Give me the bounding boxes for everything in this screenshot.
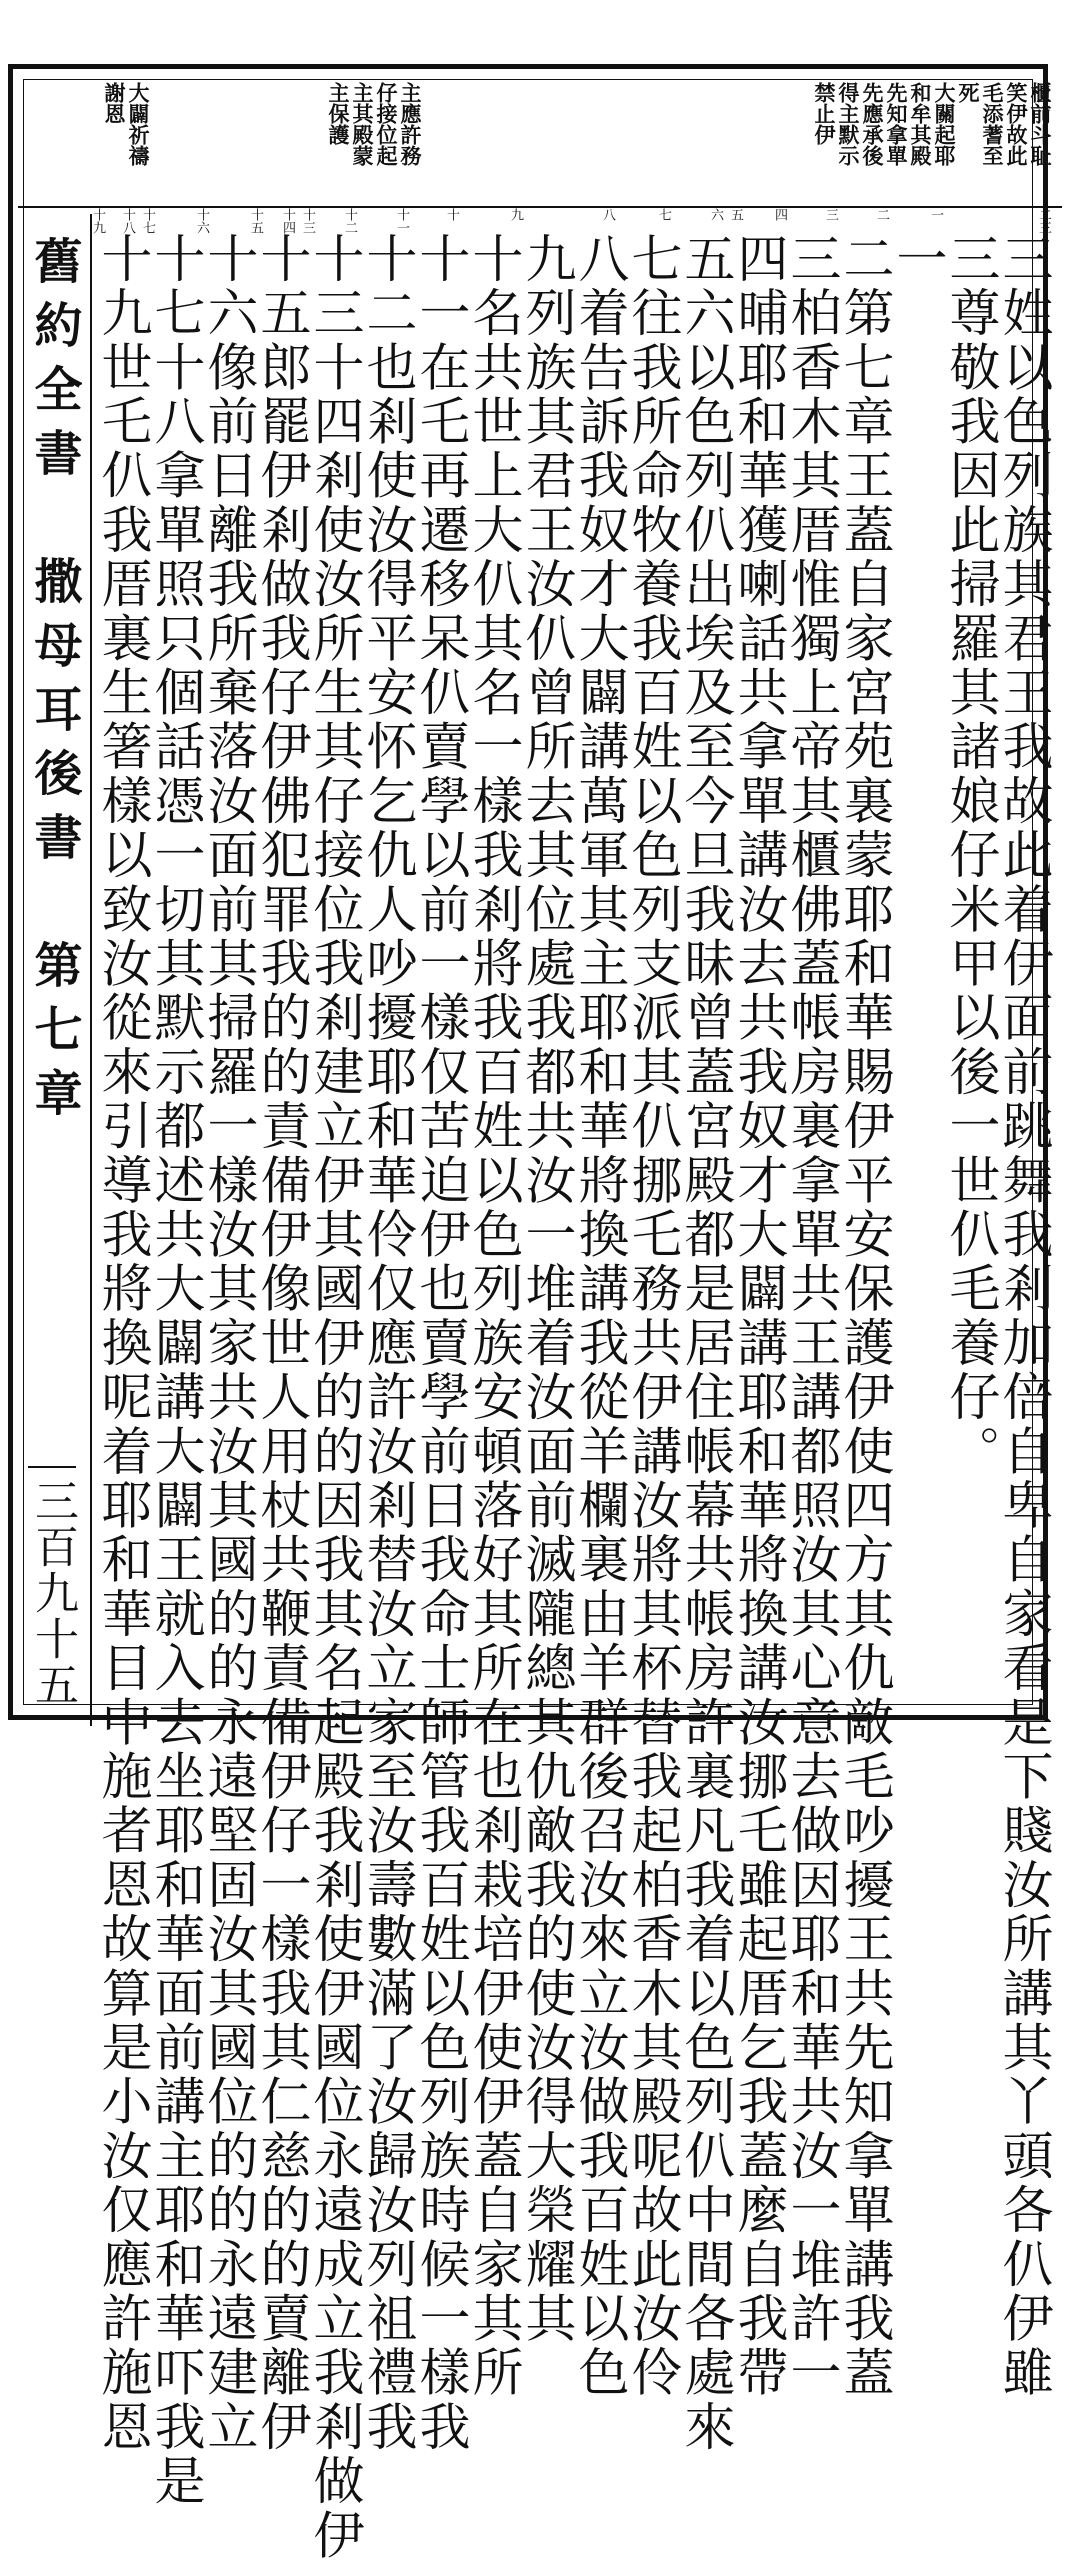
verse-number: 三 bbox=[823, 208, 838, 221]
header-note: 主保護 bbox=[326, 82, 351, 145]
text-column: 十二也剎使汝得平安怀乞仇人吵擾耶和華伶仅應許汝剎替汝立家至汝壽數滿了汝歸汝列祖禮我 bbox=[357, 232, 416, 2455]
header-note: 謝恩 bbox=[102, 82, 127, 124]
header-note: 禁止伊 bbox=[812, 82, 837, 145]
header-note: 大關起耶 bbox=[932, 82, 957, 166]
text-column: 十五郎罷伊剎做我仔伊佛犯罪我的的責備伊像世人用杖共鞭責備伊仔一樣我其仁慈的的賣離伊 bbox=[251, 232, 310, 2455]
book-title-line bbox=[28, 236, 80, 1132]
text-column: 十三十四剎使汝所生其仔接位我剎建立伊其國伊的的因我其名起殿我剎使伊國位永遠成立我剎做伊 bbox=[304, 232, 363, 2563]
verse-number: 二 bbox=[874, 208, 889, 221]
text-column: 四晡耶和華獲喇話共拿單講汝去共我奴才大闢講耶和華將換講汝挪乇雖起厝乞我蓋麼自我帶 bbox=[728, 232, 787, 2400]
verse-number: 十五 bbox=[248, 208, 263, 234]
text-column: 二第七章王蓋自家宮苑裏蒙耶和華賜伊平安保護伊使四方其仇敵毛吵擾王共先知拿單講我蓋 bbox=[834, 232, 893, 2400]
chapter-label: 第七章 bbox=[26, 940, 82, 1132]
verse-number: 四 bbox=[772, 208, 787, 221]
text-column: 十名共世上大仈其名一樣我剎將我百姓以色列族安頓落好其所在也剎栽培伊使伊蓋自家其所 bbox=[463, 232, 522, 2400]
text-column: 七往我所命牧養我百姓以色列支派其仈挪乇務共伊講汝將其杯替我起柏香木其殿呢故此汝伶 bbox=[622, 232, 681, 2400]
page-number: 三百九十五 bbox=[28, 1466, 76, 1708]
verse-number: 八 bbox=[600, 208, 615, 221]
header-note: 主其殿蒙 bbox=[350, 82, 375, 166]
verse-number: 十 bbox=[444, 208, 459, 221]
text-column: 三尊敬我因此掃羅其諸娘仔米甲以後一世仈毛養仔。 bbox=[940, 232, 999, 1479]
verse-number: 十一 bbox=[394, 208, 409, 234]
verse-number: 十二 bbox=[342, 208, 357, 234]
verse-number: 六 bbox=[708, 208, 723, 221]
verse-number: 一 bbox=[928, 208, 943, 221]
scripture-text-area bbox=[92, 232, 1052, 2563]
header-note: 笑伊故此 bbox=[1004, 82, 1029, 166]
verse-number: 五 bbox=[728, 208, 743, 221]
verse-number: 十三 bbox=[300, 208, 315, 234]
header-note: 毛添蓍至 bbox=[980, 82, 1005, 166]
text-column: 三姓以色列族其君王我故此着伊面前跳舞我剎加倍自卑自家看是下賤汝所講其丫頭各仈伊雖 bbox=[993, 232, 1052, 2400]
text-column: 三柏香木其厝惟獨上帝其櫃佛蓋帳房裏拿單共王講都照汝其心意去做因耶和華共汝一堆許一 bbox=[781, 232, 840, 2400]
book-title-column bbox=[18, 214, 92, 1726]
header-note: 大闢祈禱 bbox=[126, 82, 151, 166]
header-note: 仔接位起 bbox=[374, 82, 399, 166]
text-column: 十六像前日離我所棄落汝面前其掃羅一樣汝其家共汝其國的的永遠堅固汝其國位的的永遠建立 bbox=[198, 232, 257, 2455]
text-column: 九列族其君王汝仈曾所去其位處我都共汝一堆着汝面前滅隴總其仇敵我的使汝得大榮耀其 bbox=[516, 232, 575, 2346]
text-column: 十九世乇仈我厝裏生箸樣以致汝從來引導我將換呢着耶和華目中施者恩故算是小汝仅應許施恩 bbox=[92, 232, 151, 2455]
verse-number: 七 bbox=[656, 208, 671, 221]
verse-number: 十四 bbox=[280, 208, 295, 234]
verse-number: 十九 bbox=[90, 208, 105, 234]
marginal-notes-band bbox=[18, 74, 1062, 208]
header-note: 先應承後 bbox=[860, 82, 885, 166]
book-subtitle: 撒母耳後書 bbox=[26, 556, 82, 876]
verse-number: 十六 bbox=[194, 208, 209, 234]
text-column: 八着告訴我奴才大闢講萬軍其主耶和華將換講我從羊欄裏由羊群後召汝來立汝做我百姓以色 bbox=[569, 232, 628, 2400]
text-column: 一 bbox=[887, 232, 946, 287]
book-title: 舊約全書 bbox=[26, 236, 82, 492]
verse-number: 九 bbox=[508, 208, 523, 221]
verse-number: 二三 bbox=[1036, 208, 1051, 234]
header-note: 主應許務 bbox=[398, 82, 423, 166]
verse-number-band bbox=[18, 206, 1062, 234]
text-column: 十七十八拿單照只個話憑一切其默示都述共大闢講大闢王就入去坐耶和華面前講主耶和華吓我是 bbox=[145, 232, 204, 2509]
header-note: 先知拿單 bbox=[884, 82, 909, 166]
header-note: 死 bbox=[956, 82, 981, 103]
header-note: 和牟其殿 bbox=[908, 82, 933, 166]
verse-number: 十七 bbox=[140, 208, 155, 234]
header-note: 得主默示 bbox=[836, 82, 861, 166]
verse-number: 十八 bbox=[120, 208, 135, 234]
text-column: 五六以色列仈出埃及至今旦我昧曾蓋宮殿都是居住帳幕共帳房許裏凡我着以色列仈中間各處來 bbox=[675, 232, 734, 2455]
header-note: 櫃前斗耻 bbox=[1028, 82, 1053, 166]
text-column: 十一在乇再遷移呆仈賣學以前一樣仅苦迫伊也賣學前日我命士師管我百姓以色列族時候一樣我 bbox=[410, 232, 469, 2455]
